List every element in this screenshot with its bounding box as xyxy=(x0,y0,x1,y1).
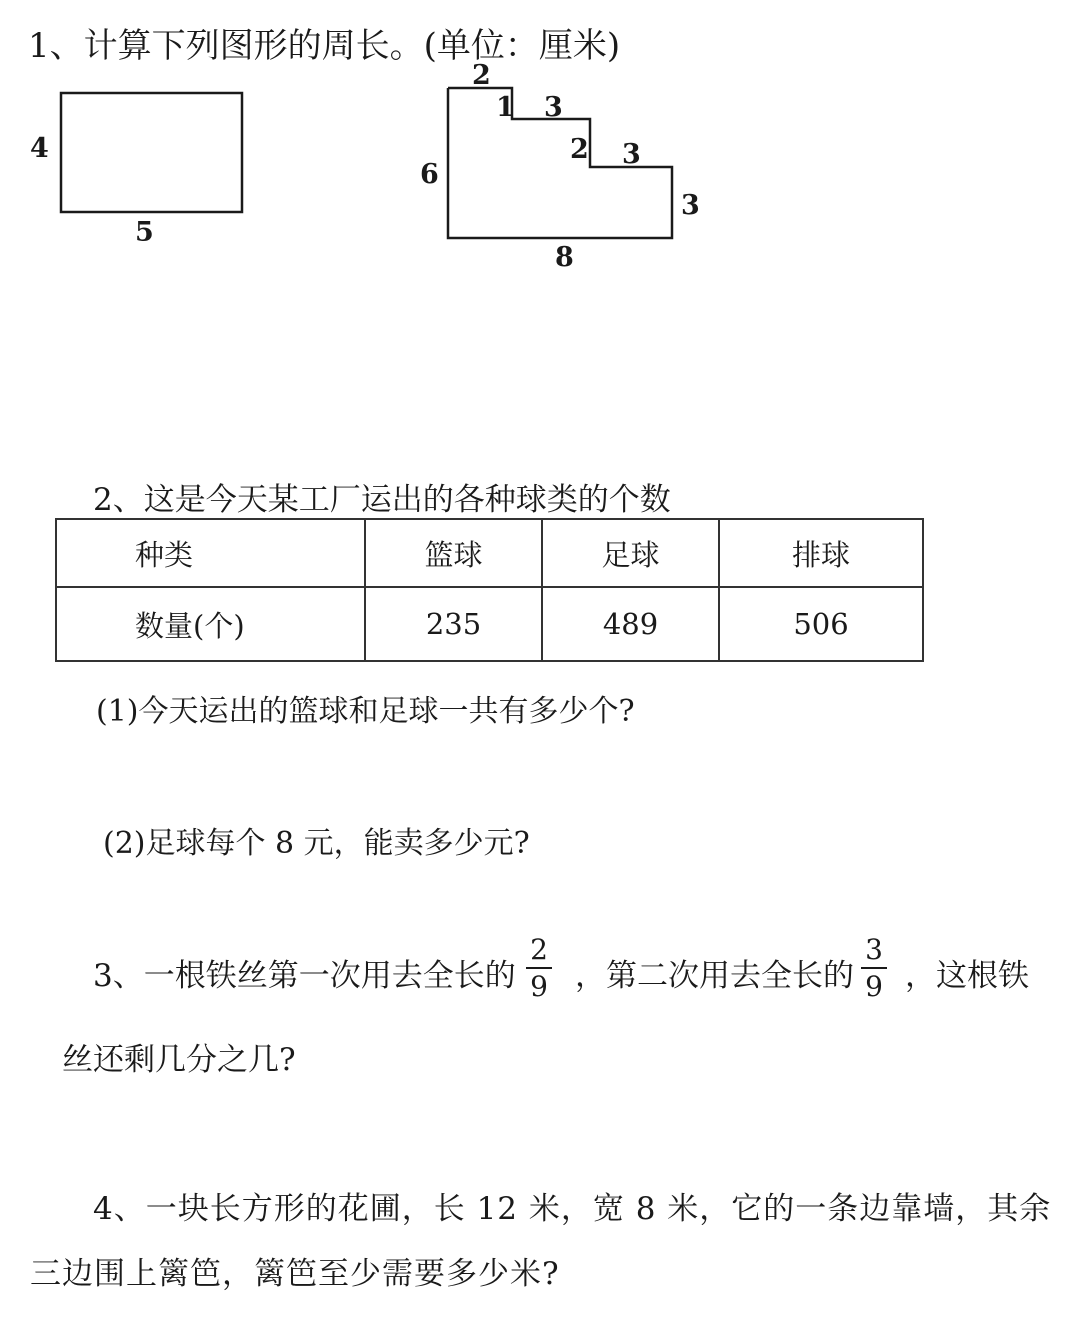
stair-step2-run-label: 3 xyxy=(622,139,641,170)
fraction-numerator: 2 xyxy=(530,933,548,966)
table-cell: 235 xyxy=(365,587,542,661)
question-1-title: 1、计算下列图形的周长。(单位：厘米) xyxy=(28,26,621,66)
fraction-denominator: 9 xyxy=(530,970,548,1003)
question-4-line-1: 4、一块长方形的花圃，长 12 米，宽 8 米，它的一条边靠墙，其余 xyxy=(93,1191,1052,1227)
table-header-row xyxy=(56,519,923,587)
rect-width-label: 5 xyxy=(135,217,154,248)
table-cell: 489 xyxy=(542,587,719,661)
stair-bottom-label: 8 xyxy=(555,242,574,273)
table-cell: 排球 xyxy=(719,519,923,587)
stair-top-label: 2 xyxy=(472,60,491,91)
question-3-text-part2: ，第二次用去全长的 xyxy=(575,958,854,994)
stair-step2-rise-label: 2 xyxy=(570,134,589,165)
stair-left-label: 6 xyxy=(420,159,439,190)
ball-count-table xyxy=(55,518,924,662)
question-3-line-2: 丝还剩几分之几? xyxy=(62,1042,296,1078)
stair-step1-rise-label: 1 xyxy=(496,92,515,123)
fraction-bar xyxy=(861,967,887,969)
table-cell: 足球 xyxy=(542,519,719,587)
table-row xyxy=(56,587,923,661)
fraction-numerator: 3 xyxy=(865,933,883,966)
table-cell: 种类 xyxy=(56,519,365,587)
question-2-title: 2、这是今天某工厂运出的各种球类的个数 xyxy=(93,482,671,518)
question-2-sub-2: (2)足球每个 8 元，能卖多少元? xyxy=(103,826,530,861)
fraction-3-9 xyxy=(861,933,887,1003)
fraction-bar xyxy=(526,967,552,969)
fraction-denominator: 9 xyxy=(865,970,883,1003)
stair-step1-run-label: 3 xyxy=(544,92,563,123)
table-cell: 篮球 xyxy=(365,519,542,587)
table-cell: 506 xyxy=(719,587,923,661)
fraction-2-9 xyxy=(526,933,552,1003)
table-cell: 数量(个) xyxy=(56,587,365,661)
question-4-line-2: 三边围上篱笆，篱笆至少需要多少米? xyxy=(30,1256,560,1292)
rectangle-figure xyxy=(61,93,242,212)
rect-height-label: 4 xyxy=(30,133,49,164)
question-3-text-part3: ，这根铁 xyxy=(905,958,1029,994)
question-2-sub-1: (1)今天运出的篮球和足球一共有多少个? xyxy=(96,694,635,729)
stair-right-label: 3 xyxy=(681,190,700,221)
question-3-text-part1: 3、一根铁丝第一次用去全长的 xyxy=(93,958,516,994)
question-1-figures xyxy=(0,0,1080,300)
